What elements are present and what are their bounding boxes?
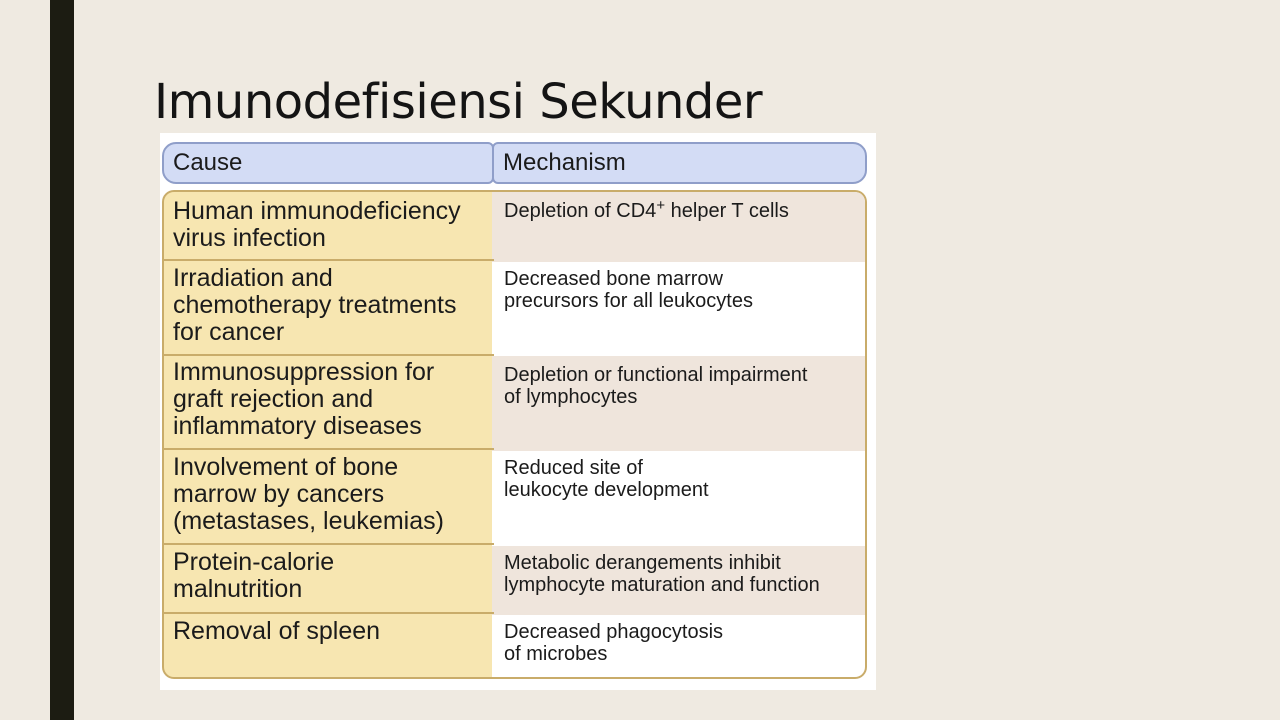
mechanism-line: of lymphocytes [504,386,638,408]
cause-line: virus infection [173,224,326,252]
secondary-immunodeficiency-table [160,133,876,690]
cause-line: Involvement of bone [173,453,399,481]
cause-line: Irradiation and [173,264,333,292]
mechanism-line: Decreased phagocytosis [504,621,724,643]
cause-line: marrow by cancers [173,480,385,508]
slide-accent-bar [50,0,74,720]
header-mechanism: Mechanism [492,142,867,184]
mechanism-line: precursors for all leukocytes [504,290,753,312]
mechanism-line: leukocyte development [504,479,709,501]
mechanism-text: Depletion of CD4 [504,200,657,222]
mechanism-cell-immunosuppression [504,364,864,408]
cause-cell-spleen [162,609,494,645]
mechanism-text: helper T cells [665,200,789,222]
mechanism-line: Reduced site of [504,457,643,479]
mechanism-cell-irradiation [504,268,864,312]
mechanism-line: of microbes [504,643,608,665]
cause-line: Protein-calorie [173,548,335,576]
cause-line: graft rejection and [173,385,374,413]
cause-line: malnutrition [173,575,303,603]
cause-cell-hiv [162,189,494,252]
mechanism-cell-bone-marrow [504,457,864,501]
cause-cell-immunosuppression [162,350,494,440]
header-cause: Cause [162,142,494,184]
cause-line: (metastases, leukemias) [173,507,444,535]
slide-title: Imunodefisiensi Sekunder [154,74,763,130]
cause-cell-irradiation [162,256,494,346]
mechanism-line: lymphocyte maturation and function [504,574,820,596]
mechanism-line: Decreased bone marrow [504,268,723,290]
mechanism-cell-malnutrition [504,552,864,596]
cause-line: chemotherapy treatments [173,291,457,319]
superscript-plus: + [656,197,666,214]
mechanism-cell-hiv [504,197,864,222]
cause-cell-bone-marrow [162,445,494,535]
cause-line: inflammatory diseases [173,412,422,440]
mechanism-cell-spleen [504,621,864,665]
cause-line: Immunosuppression for [173,358,435,386]
mechanism-line: Metabolic derangements inhibit [504,552,781,574]
cause-line: for cancer [173,318,285,346]
cause-line: Human immunodeficiency [173,197,461,225]
cause-line: Removal of spleen [173,617,381,645]
mechanism-line: Depletion or functional impairment [504,364,808,386]
mechanism-column [492,190,867,679]
cause-cell-malnutrition [162,540,494,603]
